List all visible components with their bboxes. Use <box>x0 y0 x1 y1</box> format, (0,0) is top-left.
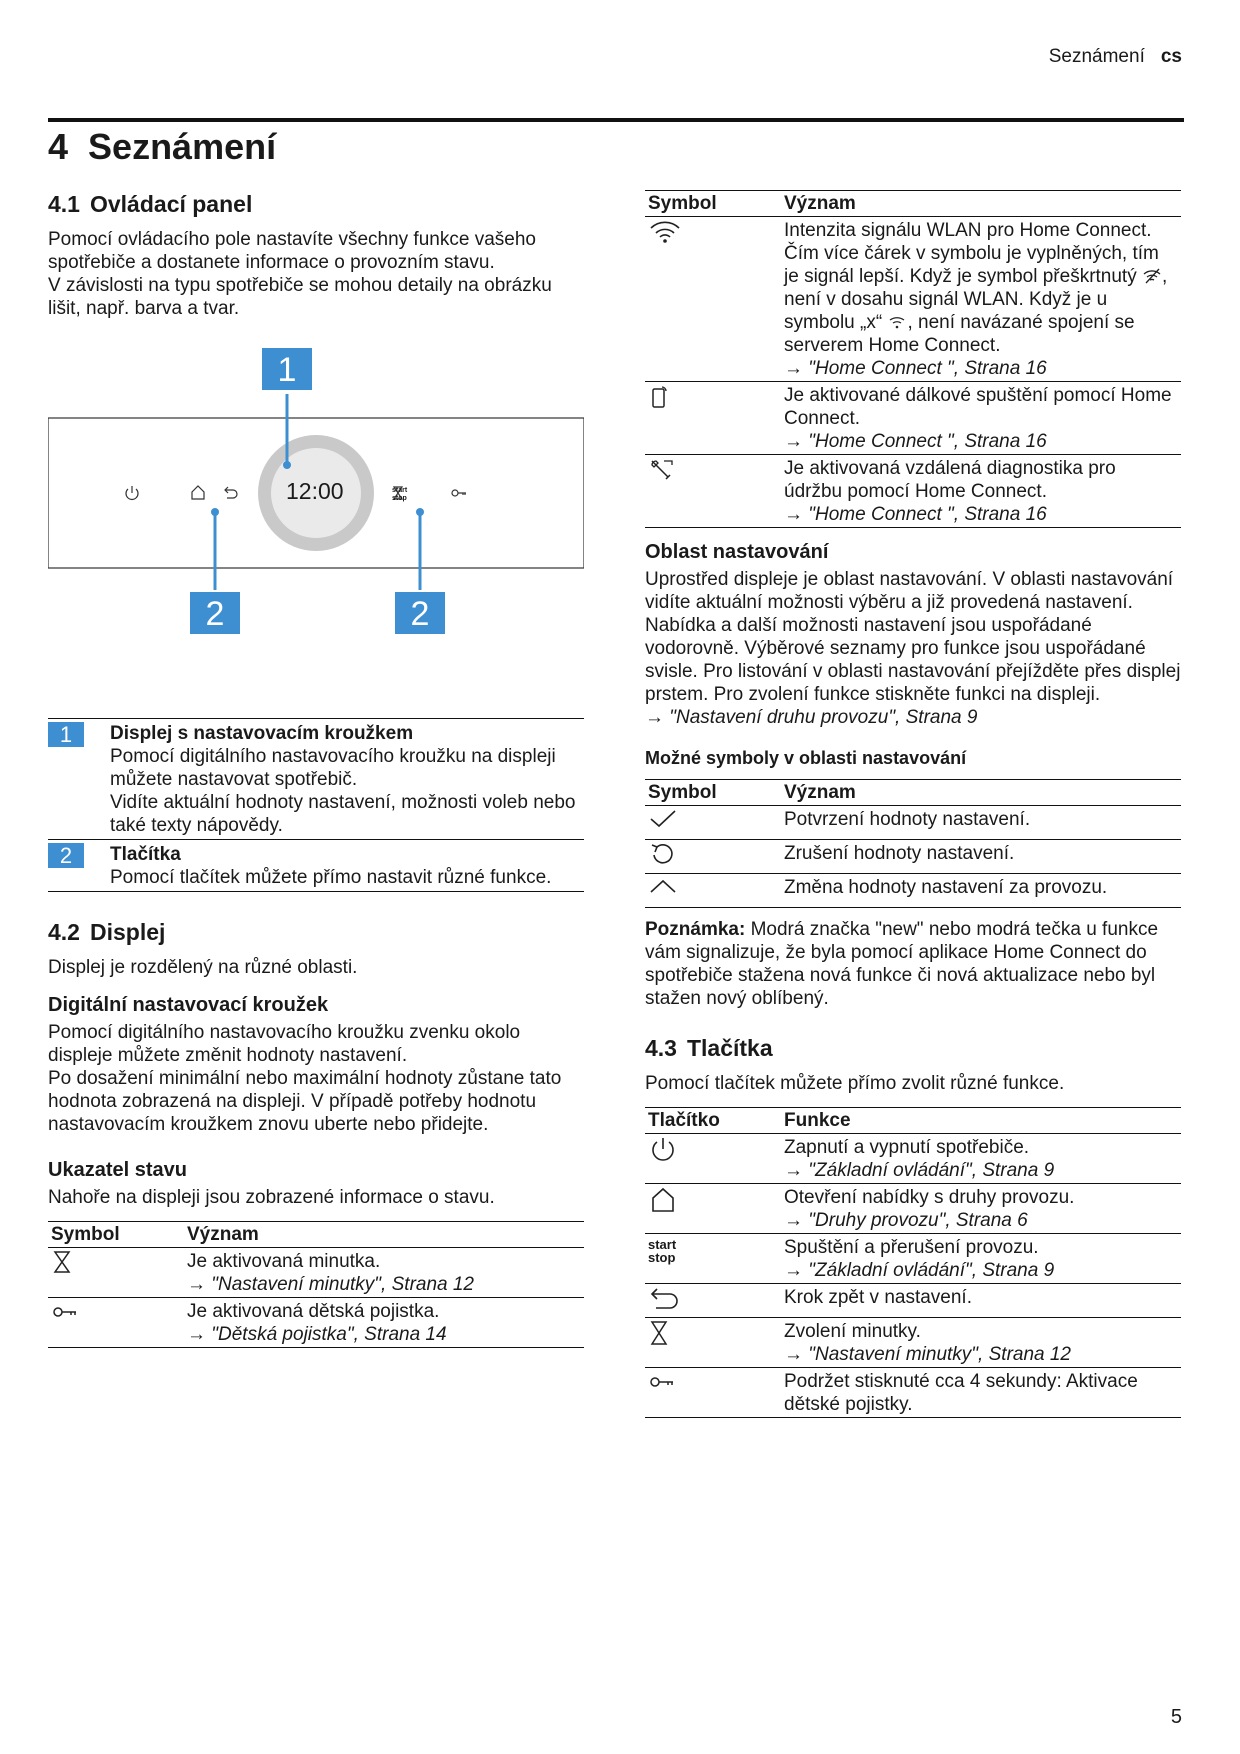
table-header: Symbol <box>645 191 781 217</box>
panel-startstop-label <box>392 487 407 503</box>
row-text: Je aktivovaná vzdálená diagnostika pro údržbu pomocí Home Connect. <box>784 458 1116 502</box>
table-row <box>645 1234 1181 1284</box>
row-text: Spuštění a přerušení provozu. <box>784 1237 1039 1258</box>
table-row <box>645 217 1181 382</box>
settings-ref: → "Nastavení druhu provozu", Strana 9 <box>645 707 978 728</box>
legend-badge: 1 <box>48 722 84 747</box>
legend-item <box>48 719 584 840</box>
row-ref: → "Základní ovládání", Strana 9 <box>784 1160 1055 1181</box>
callout-2a-number: 2 <box>205 595 225 633</box>
table-header: Význam <box>184 1222 584 1248</box>
row-text: Otevření nabídky s druhy provozu. <box>784 1187 1075 1208</box>
header-section: Seznámení <box>1048 46 1145 67</box>
table-header: Symbol <box>48 1222 184 1248</box>
header-lang: cs <box>1160 46 1182 67</box>
table-row <box>645 1368 1181 1418</box>
start-label: start <box>648 1237 677 1252</box>
control-panel-figure <box>48 330 584 710</box>
row-text: Je aktivovaná minutka. <box>187 1251 381 1272</box>
note-label: Poznámka: <box>645 919 746 940</box>
status-intro: Nahoře na displeji jsou zobrazené informace o stavu. <box>48 1187 495 1208</box>
panel-stop-label: stop <box>392 495 407 502</box>
legend-title: Tlačítka <box>110 844 181 865</box>
row-text: Zapnutí a vypnutí spotřebiče. <box>784 1137 1030 1158</box>
row-text-2: , není v dosahu signál WLAN. Když je u symbolu „x“ <box>784 266 1168 333</box>
stop-label: stop <box>648 1250 676 1265</box>
back-icon <box>648 1286 678 1310</box>
row-text: Zrušení hodnoty nastavení. <box>781 840 1181 874</box>
section-4-3-heading <box>645 1034 1181 1062</box>
section-title: Displej <box>89 919 166 945</box>
callout-2b-dot <box>416 508 424 516</box>
hourglass-icon <box>648 1320 678 1344</box>
table-row <box>645 806 1181 840</box>
wifi-x-icon <box>887 314 907 330</box>
panel-power-icon <box>126 486 138 499</box>
status-symbols-table <box>645 190 1181 528</box>
caret-up-icon <box>648 876 678 900</box>
header-rule <box>48 118 1184 122</box>
note-text: Modrá značka "new" nebo modrá tečka u funkce vám signalizuje, že byla pomocí aplikace Home Connect do spotřebiče stažena nová funkce či nová aktualizace nebo byl stažen nový oblíbený. <box>645 919 1159 1009</box>
section-4-1-heading <box>48 190 584 218</box>
chapter-title <box>48 126 276 168</box>
legend-title: Displej s nastavovacím kroužkem <box>110 723 414 744</box>
table-row <box>48 1248 584 1298</box>
table-header: Význam <box>781 191 1181 217</box>
section-title: Tlačítka <box>686 1035 773 1061</box>
table-header: Význam <box>781 780 1181 806</box>
remote-start-icon <box>648 384 678 408</box>
ring-heading: Digitální nastavovací kroužek <box>48 994 329 1016</box>
panel-back-icon <box>225 487 237 498</box>
row-text: Je aktivovaná dětská pojistka. <box>187 1301 440 1322</box>
table-header: Funkce <box>781 1108 1181 1134</box>
home-icon <box>648 1186 678 1210</box>
start-stop-icon <box>648 1236 778 1264</box>
symbols-heading: Možné symboly v oblasti nastavování <box>645 748 967 768</box>
chapter-name: Seznámení <box>88 126 277 167</box>
check-icon <box>648 808 678 832</box>
legend-line: Vidíte aktuální hodnoty nastavení, možnosti voleb nebo také texty nápovědy. <box>110 792 576 836</box>
table-row <box>645 1318 1181 1368</box>
table-row <box>645 840 1181 874</box>
row-text: Potvrzení hodnoty nastavení. <box>781 806 1181 840</box>
row-ref: → "Home Connect ", Strana 16 <box>784 504 1047 525</box>
wifi-icon <box>648 219 678 243</box>
panel-start-label: start <box>392 487 408 494</box>
legend-item <box>48 840 584 892</box>
row-ref: → "Home Connect ", Strana 16 <box>784 431 1047 452</box>
panel-home-icon <box>192 486 204 499</box>
cancel-icon <box>648 842 678 866</box>
page-number: 5 <box>1170 1706 1182 1728</box>
buttons-table <box>645 1107 1181 1418</box>
settings-symbols-table <box>645 779 1181 908</box>
callout-2b-number: 2 <box>410 595 430 633</box>
legend-line: Pomocí digitálního nastavovacího kroužku na displeji můžete nastavovat spotřebič. <box>110 746 556 790</box>
table-row <box>48 1298 584 1348</box>
wifi-crossed-icon <box>1142 268 1162 284</box>
legend-line: Pomocí tlačítek můžete přímo nastavit různé funkce. <box>110 867 552 888</box>
table-header: Symbol <box>645 780 781 806</box>
display-time: 12:00 <box>286 478 344 504</box>
running-header <box>1049 46 1182 68</box>
note <box>645 918 1181 1010</box>
settings-paragraph: Uprostřed displeje je oblast nastavování. V oblasti nastavování vidíte aktuální možnosti výběru a již provedená nastavení. Nabídka a další možnosti nastavení jsou uspořádané vodorovně. Výběrové seznamy pro funkce jsou uspořádané svisle. Pro listování v oblasti nastavování přejížděte přes displej prstem. Pro zvolení funkce stiskněte funkci na displeji. <box>645 569 1181 705</box>
row-text: Změna hodnoty nastavení za provozu. <box>781 874 1181 908</box>
row-text-3: , není navázané spojení se serverem Home Connect. <box>784 312 1135 356</box>
row-text: Zvolení minutky. <box>784 1321 921 1342</box>
table-row <box>645 1184 1181 1234</box>
table-row <box>645 1284 1181 1318</box>
status-heading: Ukazatel stavu <box>48 1159 187 1181</box>
right-column <box>645 190 1181 1418</box>
row-text: Podržet stisknuté cca 4 sekundy: Aktivace dětské pojistky. <box>784 1371 1138 1415</box>
table-row <box>645 382 1181 455</box>
row-ref: → "Základní ovládání", Strana 9 <box>784 1260 1055 1281</box>
row-ref: → "Druhy provozu", Strana 6 <box>784 1210 1028 1231</box>
key-icon <box>648 1370 678 1394</box>
key-icon <box>51 1300 81 1324</box>
callout-1-dot <box>283 461 291 469</box>
row-text: Je aktivované dálkové spuštění pomocí Home Connect. <box>784 385 1172 429</box>
s41-paragraph-2: V závislosti na typu spotřebiče se mohou detaily na obrázku lišit, např. barva a tvar. <box>48 275 552 319</box>
s41-paragraph-1: Pomocí ovládacího pole nastavíte všechny funkce vašeho spotřebiče a dostanete informace o provozním stavu. <box>48 229 536 273</box>
s42-intro: Displej je rozdělený na různé oblasti. <box>48 957 358 978</box>
section-number: 4.2 <box>48 919 80 945</box>
power-icon <box>648 1136 678 1160</box>
table-row <box>645 1134 1181 1184</box>
legend-badge: 2 <box>48 843 84 868</box>
row-text: Krok zpět v nastavení. <box>784 1287 972 1308</box>
table-row <box>645 455 1181 528</box>
panel-key-icon <box>452 490 466 496</box>
section-number: 4.1 <box>48 191 80 217</box>
callout-1-number: 1 <box>277 351 297 389</box>
table-header: Tlačítko <box>645 1108 781 1134</box>
s43-intro: Pomocí tlačítek můžete přímo zvolit různé funkce. <box>645 1073 1065 1094</box>
row-ref: → "Nastavení minutky", Strana 12 <box>187 1274 475 1295</box>
row-ref: → "Dětská pojistka", Strana 14 <box>187 1324 447 1345</box>
row-text: Intenzita signálu WLAN pro Home Connect. Čím více čárek v symbolu je vyplněných, tím je signál lepší. Když je symbol přeškrtnutý <box>784 220 1159 287</box>
chapter-number: 4 <box>48 126 69 167</box>
section-number: 4.3 <box>645 1035 677 1061</box>
hourglass-icon <box>51 1250 81 1274</box>
remote-diagnosis-icon <box>648 457 678 481</box>
settings-heading: Oblast nastavování <box>645 541 829 563</box>
ring-paragraph-1: Pomocí digitálního nastavovacího kroužku zvenku okolo displeje můžete změnit hodnoty nastavení. <box>48 1022 521 1066</box>
callout-2a-dot <box>211 508 219 516</box>
row-ref: → "Home Connect ", Strana 16 <box>784 358 1047 379</box>
section-4-2-heading <box>48 918 584 946</box>
ring-paragraph-2: Po dosažení minimální nebo maximální hodnoty zůstane tato hodnota zobrazená na displeji. V případě potřeby hodnotu nastavovacím kroužkem znovu uberte nebo přidejte. <box>48 1068 562 1135</box>
section-title: Ovládací panel <box>89 191 253 217</box>
status-table <box>48 1221 584 1348</box>
figure-legend <box>48 718 584 892</box>
table-row <box>645 874 1181 908</box>
row-ref: → "Nastavení minutky", Strana 12 <box>784 1344 1072 1365</box>
left-column <box>48 190 584 1348</box>
